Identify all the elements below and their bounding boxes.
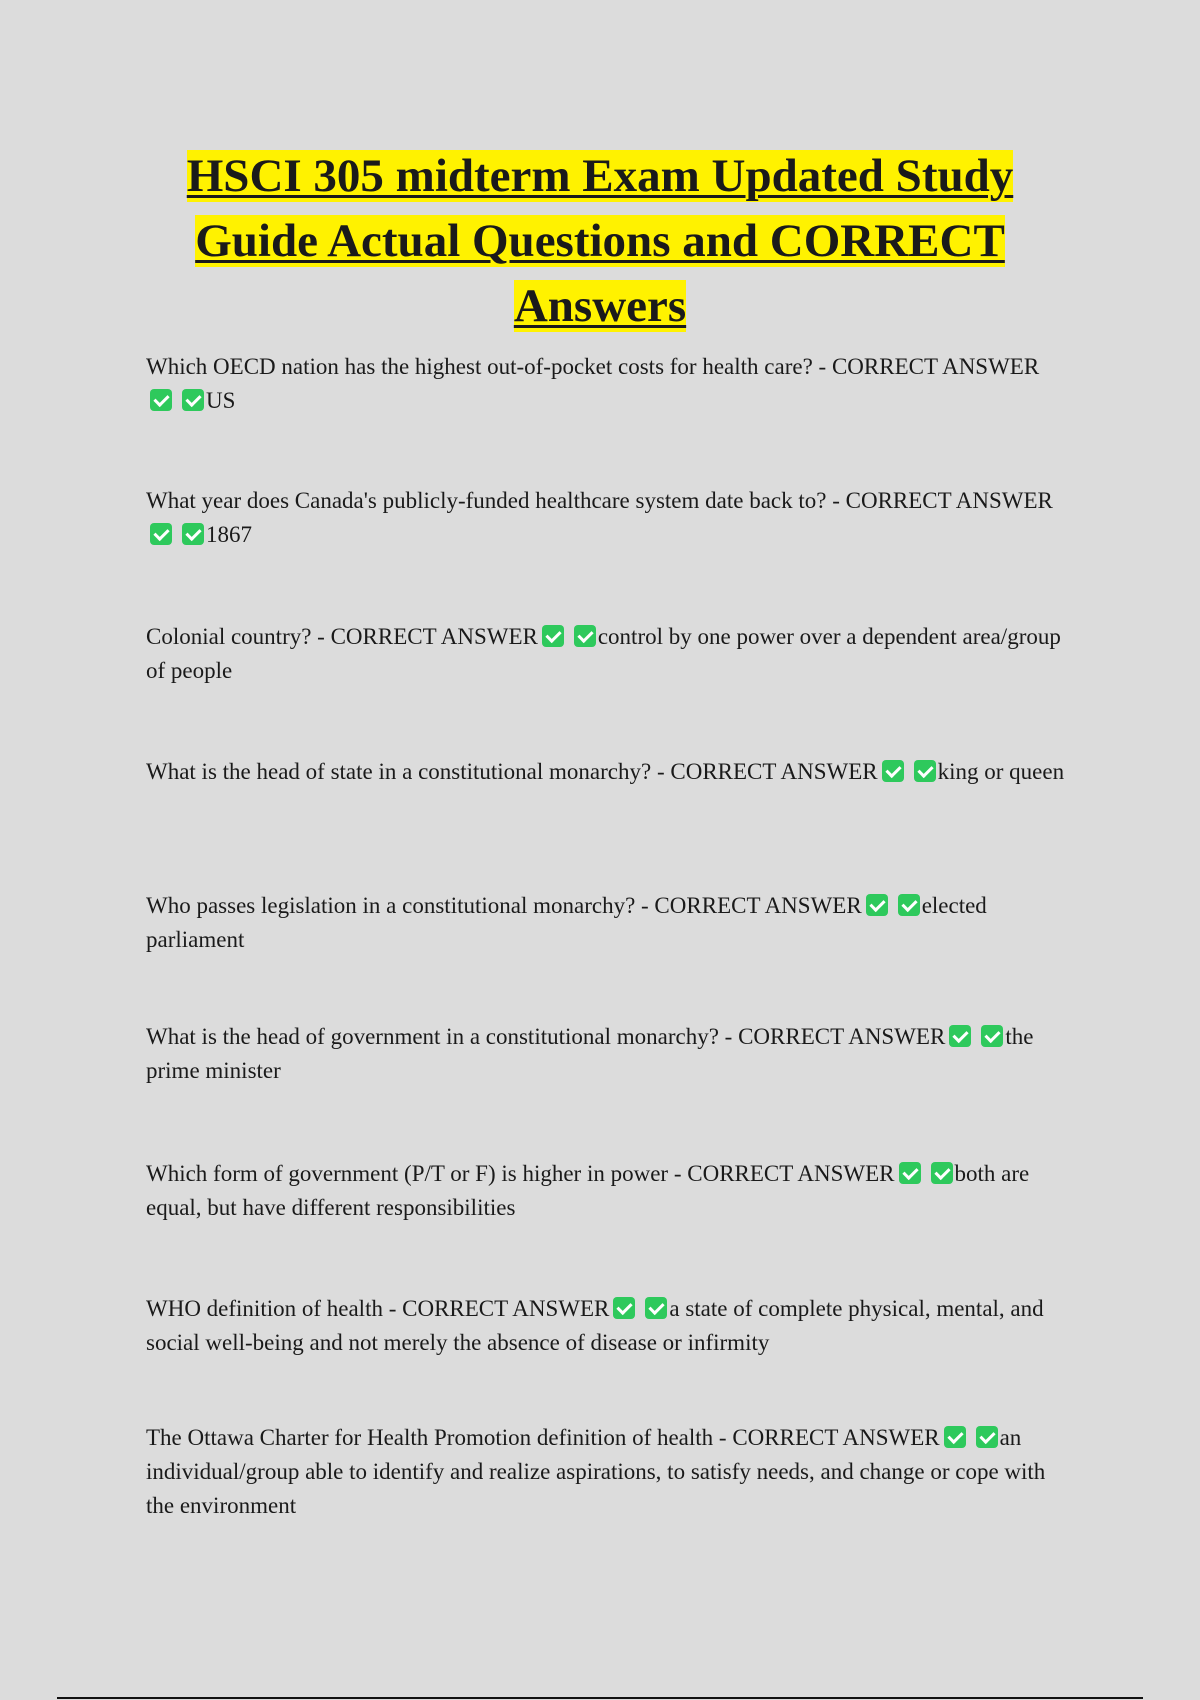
green-checkbox-icon — [949, 1025, 971, 1047]
qa-answer: a state of complete physical, mental, and social well-being and not merely the absence of disease or infirmity — [146, 1296, 1044, 1355]
qa-answer: an individual/group able to identify and realize aspirations, to satisfy needs, and change or cope with the environment — [146, 1425, 1046, 1518]
qa-question: WHO definition of health - CORRECT ANSWER — [146, 1296, 610, 1321]
qa-item — [146, 484, 1066, 552]
qa-item — [146, 755, 1066, 789]
qa-item — [146, 1157, 1066, 1225]
footer-rule — [57, 1697, 1143, 1699]
qa-question: Colonial country? - CORRECT ANSWER — [146, 624, 538, 649]
title-line-3: Answers — [513, 280, 687, 332]
green-checkbox-icon — [944, 1426, 966, 1448]
qa-question: What is the head of state in a constitutional monarchy? - CORRECT ANSWER — [146, 759, 878, 784]
title-line-1: HSCI 305 midterm Exam Updated Study — [186, 150, 1014, 202]
title-line-2: Guide Actual Questions and CORRECT — [195, 215, 1005, 267]
green-checkbox-icon — [613, 1297, 635, 1319]
green-checkbox-icon — [542, 625, 564, 647]
qa-question: Which OECD nation has the highest out-of-pocket costs for health care? - CORRECT ANSWER — [146, 354, 1040, 379]
qa-item — [146, 350, 1066, 418]
green-checkbox-icon — [182, 389, 204, 411]
green-checkbox-icon — [976, 1426, 998, 1448]
green-checkbox-icon — [914, 760, 936, 782]
qa-item — [146, 620, 1066, 688]
qa-question: The Ottawa Charter for Health Promotion definition of health - CORRECT ANSWER — [146, 1425, 940, 1450]
qa-answer: elected parliament — [146, 893, 987, 952]
qa-answer: king or queen — [937, 759, 1065, 784]
qa-question: Which form of government (P/T or F) is higher in power - CORRECT ANSWER — [146, 1161, 895, 1186]
qa-item — [146, 1020, 1066, 1088]
green-checkbox-icon — [981, 1025, 1003, 1047]
green-checkbox-icon — [882, 760, 904, 782]
green-checkbox-icon — [866, 894, 888, 916]
qa-answer: control by one power over a dependent area/group of people — [146, 624, 1061, 683]
green-checkbox-icon — [150, 523, 172, 545]
qa-answer: both are equal, but have different responsibilities — [146, 1161, 1030, 1220]
qa-item — [146, 889, 1066, 957]
green-checkbox-icon — [182, 523, 204, 545]
green-checkbox-icon — [574, 625, 596, 647]
green-checkbox-icon — [645, 1297, 667, 1319]
green-checkbox-icon — [150, 389, 172, 411]
qa-answer: the prime minister — [146, 1024, 1034, 1083]
document-title — [145, 144, 1055, 339]
green-checkbox-icon — [899, 1162, 921, 1184]
qa-item — [146, 1421, 1066, 1523]
qa-question: Who passes legislation in a constitutional monarchy? - CORRECT ANSWER — [146, 893, 862, 918]
qa-answer: 1867 — [206, 522, 252, 547]
green-checkbox-icon — [931, 1162, 953, 1184]
qa-question: What year does Canada's publicly-funded healthcare system date back to? - CORRECT ANSWER — [146, 488, 1053, 513]
qa-answer: US — [206, 388, 236, 413]
green-checkbox-icon — [898, 894, 920, 916]
qa-item — [146, 1292, 1066, 1360]
qa-question: What is the head of government in a constitutional monarchy? - CORRECT ANSWER — [146, 1024, 946, 1049]
